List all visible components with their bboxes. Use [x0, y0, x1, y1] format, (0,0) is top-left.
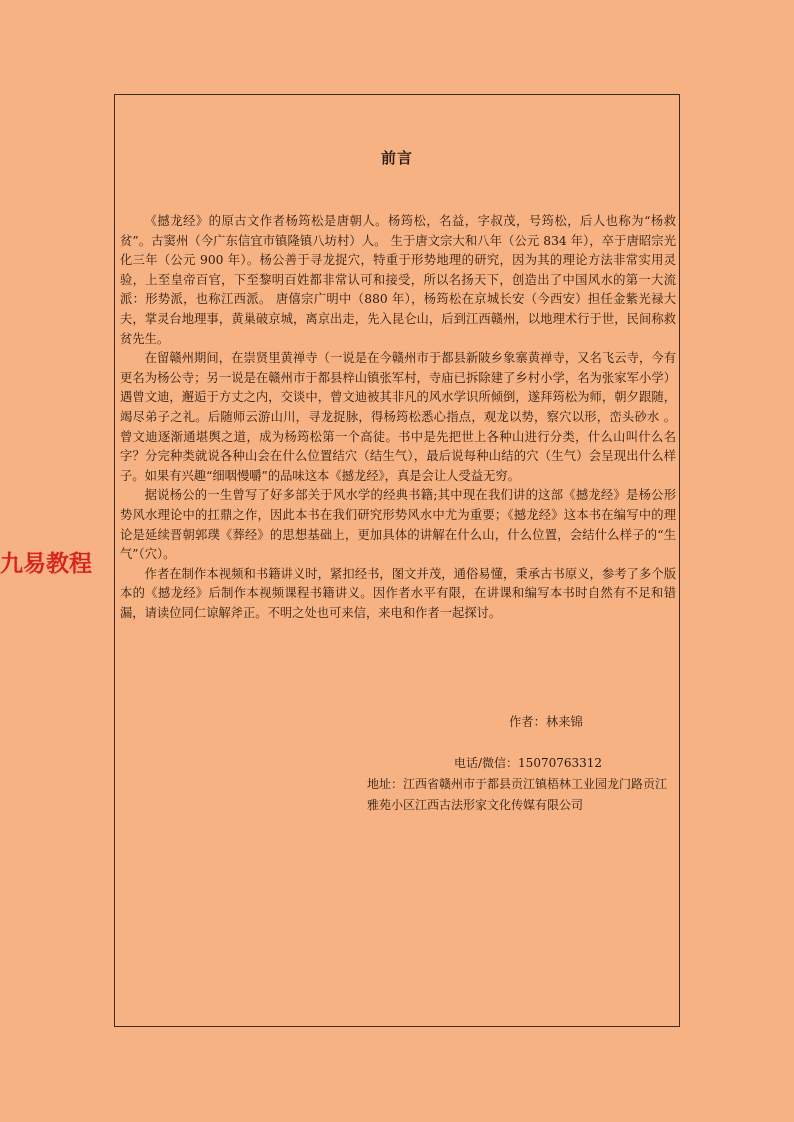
contact-line: 电话/微信：15070763312 [454, 756, 603, 770]
paragraph-3: 据说杨公的一生曾写了好多部关于风水学的经典书籍;其中现在我们讲的这部《撼龙经》是杨公形势风水理论中的扛鼎之作，因此本书在我们研究形势风水中尤为重要；《撼龙经》这本书在编写中的理论是延续晋朝郭璞《葬经》的思想基础上，更加具体的讲解在什么山，什么位置，会结什么样子的“生气”（穴）。 [120, 488, 676, 562]
preface-body [120, 212, 676, 623]
watermark-logo: 九易教程 [0, 551, 92, 577]
page-title: 前言 [380, 149, 413, 167]
page-frame [114, 94, 680, 1027]
address-line: 地址：江西省赣州市于都县贡江镇梧林工业园龙门路贡江雅苑小区江西古法形家文化传媒有限公司 [367, 777, 668, 812]
paragraph-4: 作者在制作本视频和书籍讲义时，紧扣经书，图文并茂，通俗易懂，秉承古书原义，参考了多个版本的《撼龙经》后制作本视频课程书籍讲义。因作者水平有限，在讲课和编写本书时自然有不足和错漏，请读位同仁谅解斧正。不明之处也可来信，来电和作者一起探讨。 [120, 566, 676, 620]
paragraph-2: 在留赣州期间，在崇贤里黄禅寺（一说是在今赣州市于都县新陂乡象寨黄禅寺，又名飞云寺，今有更名为杨公寺；另一说是在赣州市于都县梓山镇张军村，寺庙已拆除建了乡村小学，名为张家军小学）遇曾文迪，邂逅于方丈之内，交谈中，曾文迪被其非凡的风水学识所倾倒，遂拜筠松为师，朝夕跟随，竭尽弟子之礼。后随师云游山川，寻龙捉脉，得杨筠松悉心指点，观龙以势，察穴以形，峦头砂水 。曾文迪逐渐通堪舆之道，成为杨筠松第一个高徒。书中是先把世上各种山进行分类，什么山叫什么名字？分完种类就说各种山会在什么位置结穴（结生气），最后说每种山结的穴（生气）会呈现出什么样子。如果有兴趣“细咽慢嚼”的品味这本《撼龙经》，真是会让人受益无穷。 [120, 351, 676, 483]
author-line: 作者：林来锦 [509, 715, 583, 729]
paragraph-1: 《撼龙经》的原古文作者杨筠松是唐朝人。杨筠松，名益，字叔茂，号筠松，后人也称为“杨救贫”。古窦州（今广东信宜市镇隆镇八坊村）人。 生于唐文宗大和八年（公元 834 年），卒于唐昭宗光化三年（公元 900 年）。杨公善于寻龙捉穴，特重于形势地理的研究，因为其的理论方法非常实用灵验，上至皇帝百官，下至黎明百姓都非常认可和接受，所以名扬天下，创造出了中国风水的第一大流派：形势派，也称江西派。 唐僖宗广明中（880 年），杨筠松在京城长安（今西安）担任金紫光禄大夫，掌灵台地理事，黄巢破京城，离京出走，先入昆仑山，后到江西赣州，以地理术行于世，民间称救贫先生。 [120, 214, 676, 346]
